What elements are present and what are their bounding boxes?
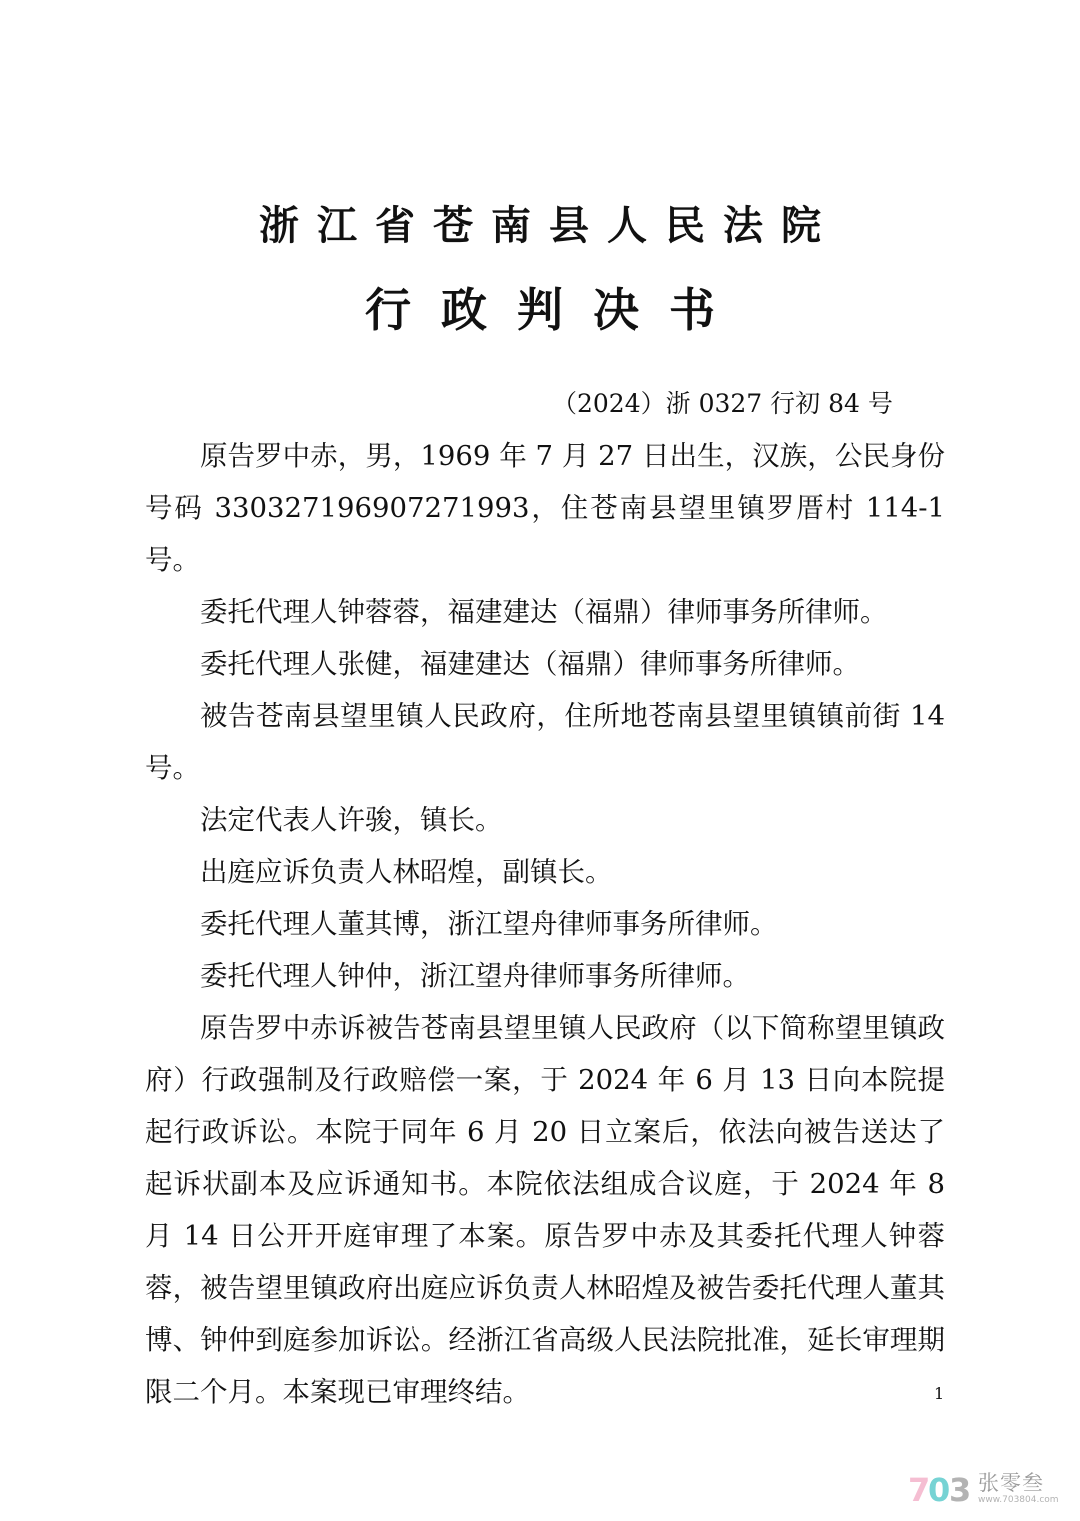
paragraph-case-procedure: 原告罗中赤诉被告苍南县望里镇人民政府（以下简称望里镇政府）行政强制及行政赔偿一案，于 2024 年 6 月 13 日向本院提起行政诉讼。本院于同年 6 月 20 日立案后，依法向被告送达了起诉状副本及应诉通知书。本院依法组成合议庭，于 2024 年 8 月 14 日公开开庭审理了本案。原告罗中赤及其委托代理人钟蓉蓉，被告望里镇政府出庭应诉负责人林昭煌及被告委托代理人董其博、钟仲到庭参加诉讼。经浙江省高级人民法院批准，延长审理期限二个月。本案现已审理终结。 xyxy=(145,1012,945,1408)
page-number: 1 xyxy=(934,1384,945,1403)
svg-text:7: 7 xyxy=(908,1471,931,1508)
paragraph-appearing-person: 出庭应诉负责人林昭煌，副镇长。 xyxy=(200,856,613,888)
watermark-site-name: 张零叁 xyxy=(978,1470,1044,1495)
document-type-title: 行政判决书 xyxy=(365,283,745,337)
paragraph-defendant-agent-2: 委托代理人钟仲，浙江望舟律师事务所律师。 xyxy=(200,960,750,992)
watermark-site-url: www.703804.com xyxy=(978,1494,1059,1505)
paragraph-plaintiff-agent-2: 委托代理人张健，福建建达（福鼎）律师事务所律师。 xyxy=(200,648,860,680)
paragraph-defendant-agent-1: 委托代理人董其博，浙江望舟律师事务所律师。 xyxy=(200,908,778,940)
case-number: （2024）浙 0327 行初 84 号 xyxy=(552,389,893,418)
judgment-body xyxy=(145,430,945,1418)
court-name: 浙江省苍南县人民法院 xyxy=(259,202,839,249)
svg-text:3: 3 xyxy=(949,1471,972,1508)
watermark-logo-icon xyxy=(906,1468,976,1508)
paragraph-plaintiff: 原告罗中赤，男，1969 年 7 月 27 日出生，汉族，公民身份号码 330327196907271993，住苍南县望里镇罗厝村 114-1 号。 xyxy=(145,440,945,576)
site-watermark xyxy=(906,1468,1059,1508)
svg-text:0: 0 xyxy=(928,1471,951,1508)
paragraph-legal-representative: 法定代表人许骏，镇长。 xyxy=(200,804,503,836)
paragraph-defendant: 被告苍南县望里镇人民政府，住所地苍南县望里镇镇前街 14 号。 xyxy=(145,700,945,784)
paragraph-plaintiff-agent-1: 委托代理人钟蓉蓉，福建建达（福鼎）律师事务所律师。 xyxy=(200,596,888,628)
